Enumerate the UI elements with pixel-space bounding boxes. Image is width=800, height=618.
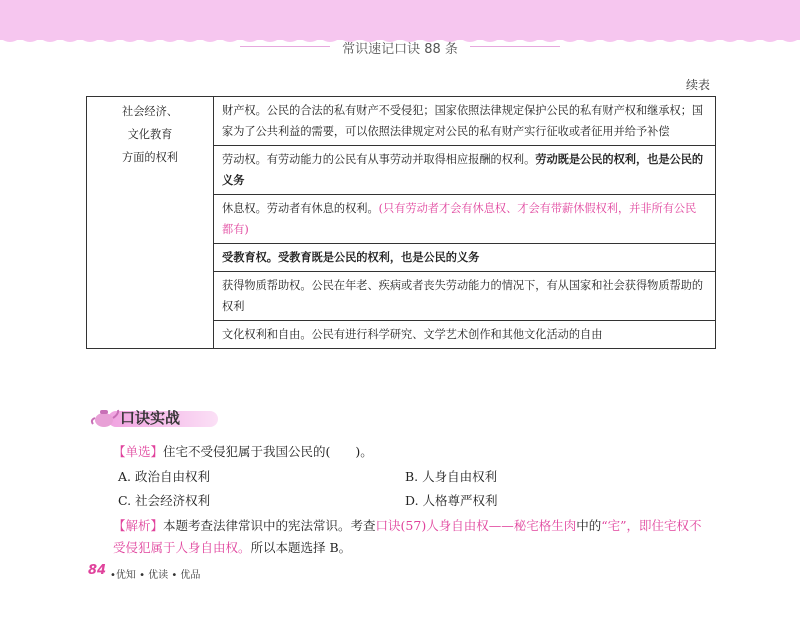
cell-text-segment: (只有劳动者才会有休息权、才会有带薪休假权利，并非所有公民都有) [222,202,697,236]
category-line: 方面的权利 [122,151,178,164]
cell-text-segment: 获得物质帮助权。公民在年老、疾病或者丧失劳动能力的情况下，有从国家和社会获得物质帮助的权利 [222,279,704,313]
cell-text-segment: 财产权。公民的合法的私有财产不受侵犯；国家依照法律规定保护公民的私有财产权和继承权；国家为了公共利益的需要，可以依照法律规定对公民的私有财产实行征收或者征用并给予补偿 [222,104,704,138]
section-header [90,404,220,428]
footer-slogan: •优知 • 优读 • 优品 [110,570,201,581]
analysis-tag: 【解析】 [113,518,164,533]
option-b: B. 人身自由权利 [405,469,498,484]
cell-text-segment: 劳动权。有劳动能力的公民有从事劳动并取得相应报酬的权利。 [222,153,536,166]
right-description-cell [214,272,716,321]
rights-table [86,96,716,349]
question-stem: 住宅不受侵犯属于我国公民的( )。 [163,444,373,459]
question-type-tag: 【单选】 [113,444,164,459]
right-description-cell [214,97,716,146]
option-d: D. 人格尊严权利 [405,493,498,508]
category-line: 文化教育 [127,128,173,141]
continued-label: 续表 [685,78,710,92]
analysis-paragraph [113,515,713,559]
table-row [87,97,716,146]
cell-text-segment: 劳动既是公民的权利，也是公民的义务 [222,152,704,187]
analysis-mnemonic: 口诀(57)人身自由权——秘宅格生肉 [375,518,577,533]
right-description-cell [214,321,716,349]
right-description-cell [214,146,716,195]
right-description-cell [214,244,716,272]
page-header-title: 常识速记口诀 88 条 [342,42,458,57]
analysis-highlight: “宅”，即住宅权不受侵犯属于人身自由权。 [113,518,702,555]
page-number: 84 [88,563,107,578]
category-cell [87,97,214,349]
question-stem-line [113,442,373,460]
cell-text-segment: 休息权。劳动者有休息的权利。 [222,202,379,215]
right-description-cell [214,195,716,244]
analysis-part1: 本题考查法律常识中的宪法常识。考查 [163,518,376,533]
header-rule-right [470,46,560,47]
option-c: C. 社会经济权利 [118,493,211,508]
option-a: A. 政治自由权利 [118,469,210,484]
teapot-icon [90,404,120,430]
analysis-part3: 所以本题选择 B。 [250,540,352,555]
cell-text-segment: 受教育权。受教育既是公民的权利，也是公民的义务 [222,250,480,264]
cell-text-segment: 文化权利和自由。公民有进行科学研究、文学艺术创作和其他文化活动的自由 [222,328,603,341]
category-line: 社会经济、 [122,105,178,118]
section-title: 口诀实战 [120,409,181,427]
analysis-part2: 中的 [576,518,602,533]
